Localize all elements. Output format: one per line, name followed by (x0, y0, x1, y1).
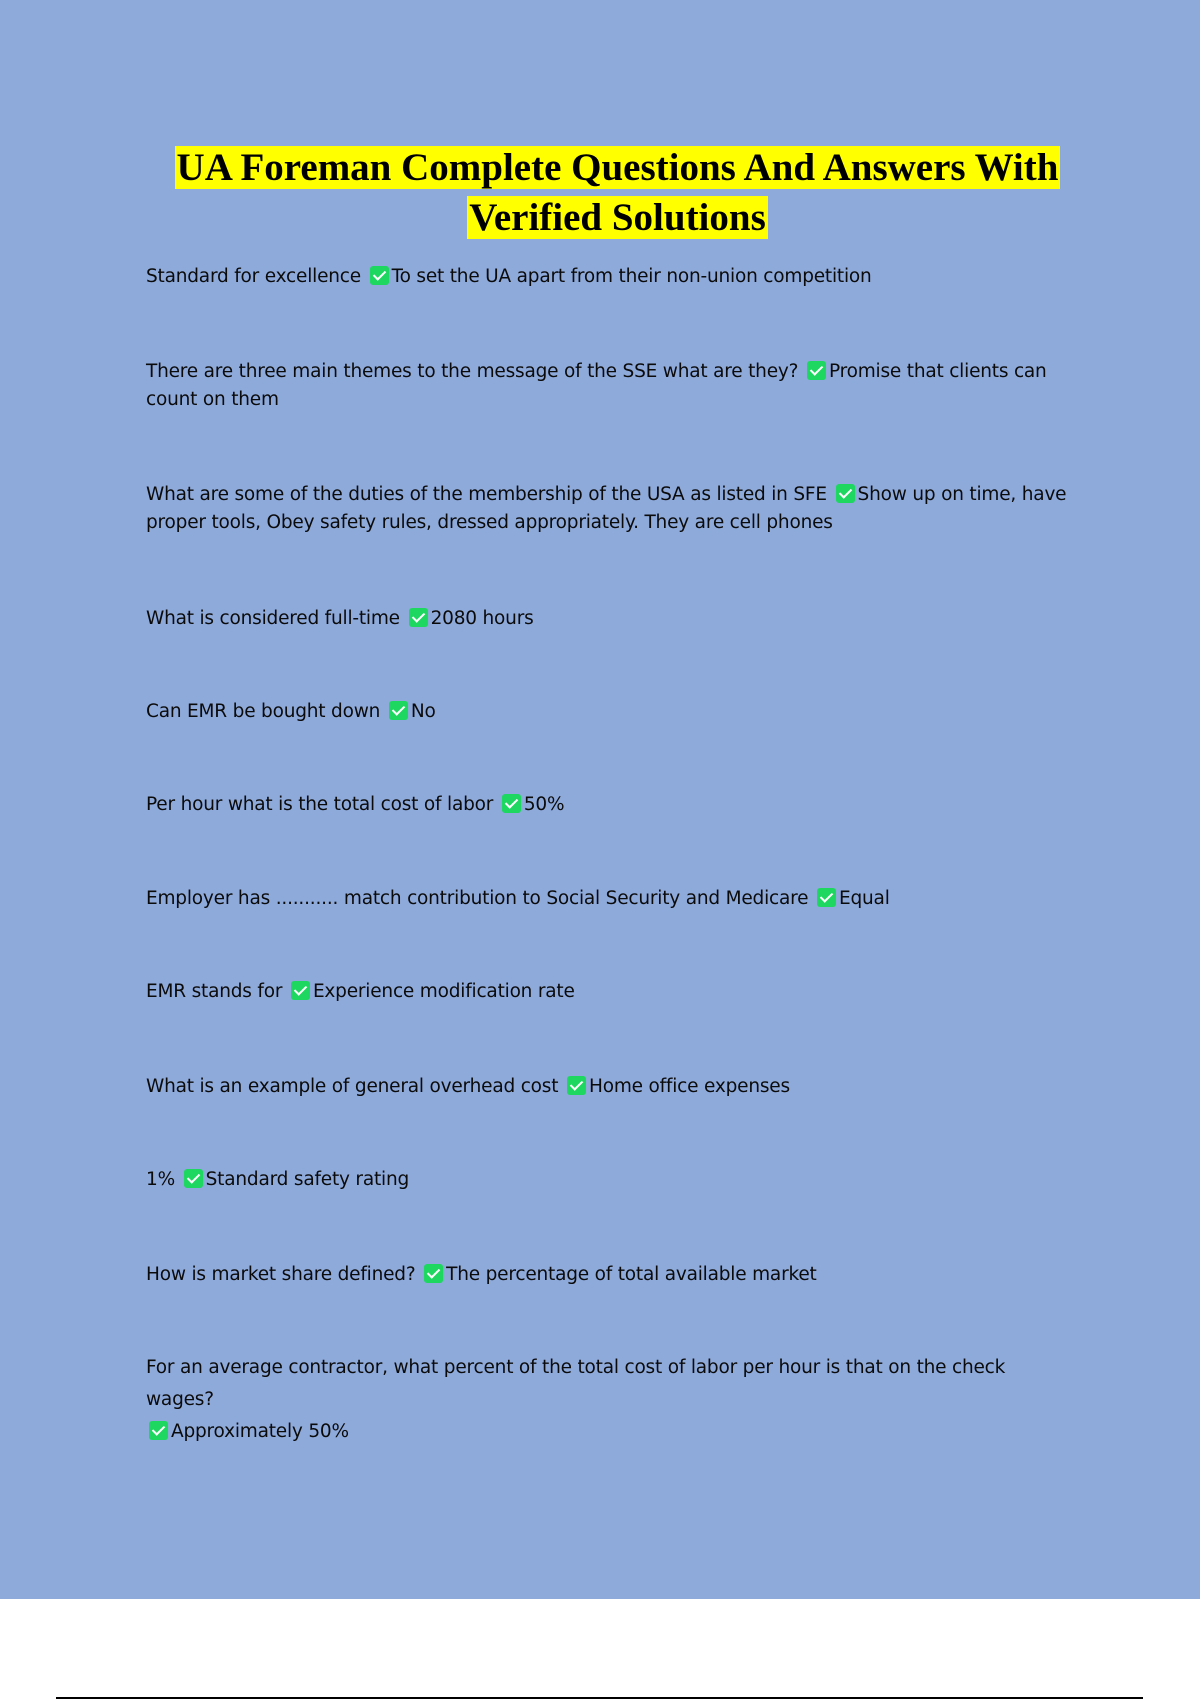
qa-item (146, 358, 1076, 414)
check-icon (836, 484, 855, 503)
answer-text: Show up on time, have proper tools, Obey safety rules, dressed appropriately. They are cell phones (146, 484, 1067, 533)
check-icon (817, 888, 836, 907)
question-text: What is considered full-time (146, 608, 400, 629)
check-icon (807, 361, 826, 380)
question-text: What is an example of general overhead cost (146, 1076, 559, 1097)
check-icon (409, 608, 428, 627)
qa-item (146, 1166, 1076, 1194)
title-line-1: UA Foreman Complete Questions And Answers With (176, 146, 1059, 189)
footer-divider (56, 1697, 1143, 1699)
question-text: There are three main themes to the message of the SSE what are they? (146, 361, 799, 382)
question-text: EMR stands for (146, 981, 283, 1002)
question-text: How is market share defined? (146, 1264, 416, 1285)
title-line-2: Verified Solutions (469, 196, 766, 239)
qa-item (146, 1352, 1076, 1448)
qa-item (146, 791, 1076, 819)
question-text: Can EMR be bought down (146, 701, 381, 722)
question-text: Standard for excellence (146, 266, 361, 287)
qa-item (146, 698, 1076, 726)
question-text: Per hour what is the total cost of labor (146, 794, 494, 815)
answer-text: Approximately 50% (171, 1421, 349, 1442)
document-title (0, 143, 1200, 243)
check-icon (149, 1421, 168, 1440)
answer-text: Experience modification rate (312, 981, 575, 1002)
answer-text: No (410, 701, 436, 722)
question-text: Employer has ........... match contribution to Social Security and Medicare (146, 888, 809, 909)
check-icon (389, 701, 408, 720)
qa-item (146, 1073, 1076, 1101)
qa-item (146, 263, 1076, 291)
answer-text: Promise that clients can count on them (146, 361, 1047, 410)
answer-text: The percentage of total available market (446, 1264, 817, 1285)
check-icon (502, 794, 521, 813)
check-icon (291, 981, 310, 1000)
question-text: 1% (146, 1169, 175, 1190)
answer-text: Home office expenses (588, 1076, 790, 1097)
qa-item (146, 978, 1076, 1006)
answer-text: 2080 hours (430, 608, 534, 629)
question-text: What are some of the duties of the membership of the USA as listed in SFE (146, 484, 827, 505)
qa-item (146, 481, 1076, 537)
question-text: For an average contractor, what percent of the total cost of labor per hour is that on the check wages? (146, 1357, 1006, 1410)
qa-item (146, 885, 1076, 913)
check-icon (370, 266, 389, 285)
check-icon (567, 1076, 586, 1095)
answer-text: To set the UA apart from their non-union competition (391, 266, 872, 287)
check-icon (424, 1264, 443, 1283)
qa-item (146, 1261, 1076, 1289)
check-icon (184, 1169, 203, 1188)
qa-item (146, 605, 1076, 633)
answer-text: Equal (839, 888, 890, 909)
answer-text: 50% (523, 794, 565, 815)
answer-text: Standard safety rating (205, 1169, 410, 1190)
